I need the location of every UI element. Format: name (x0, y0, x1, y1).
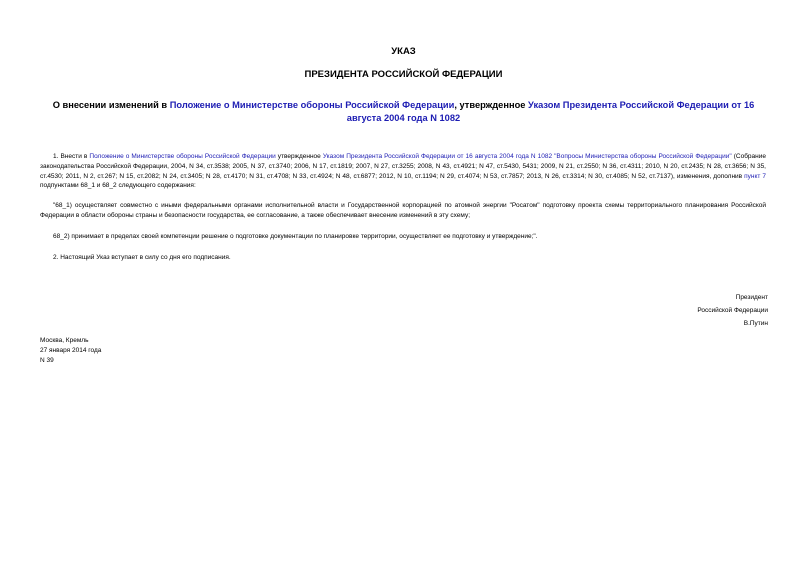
place-date-block (40, 336, 101, 367)
signature-position: Президент (735, 294, 768, 301)
paragraph-4: 2. Настоящий Указ вступает в силу со дня его подписания. (53, 254, 231, 261)
p1-link-decree[interactable]: Указом Президента Российской Федерации от 16 августа 2004 года N 1082 "Вопросы Министерства обороны Российской Федерации" (322, 153, 732, 160)
document-title: УКАЗ (391, 46, 416, 57)
subject-text-mid: , утвержденное (454, 100, 529, 110)
subject-link-decree[interactable]: Указом Президента Российской Федерации от 16 августа 2004 года N 1082 (346, 100, 755, 123)
p1-text-pre: 1. Внести в (53, 153, 90, 160)
p1-text-post: подпунктами 68_1 и 68_2 следующего содержания: (40, 182, 196, 190)
subject-link-regulation[interactable]: Положение о Министерстве обороны Российской Федерации (169, 100, 455, 110)
signature-block (697, 292, 768, 330)
place-date: 27 января 2014 года (40, 347, 102, 355)
document-subject (40, 99, 767, 124)
signature-country: Российской Федерации (697, 306, 768, 314)
subject-text-pre: О внесении изменений в (52, 100, 170, 110)
document-issuer: ПРЕЗИДЕНТА РОССИЙСКОЙ ФЕДЕРАЦИИ (304, 69, 503, 80)
paragraph-1 (40, 152, 766, 191)
place-number: N 39 (40, 357, 54, 365)
signature-name: В.Путин (743, 319, 768, 327)
p1-link-regulation[interactable]: Положение о Министерстве обороны Российской Федерации (89, 153, 276, 160)
paragraph-2: "68_1) осуществляет совместно с иными федеральными органами исполнительной власти и Государственной корпорацией по атомной энергии "Росатом" подготовку проекта схемы территориального планирования Российской Федерации в области обороны страны и безопасности государства, ее согласование, а также обеспечивает внесение изменений в эту схему; (40, 202, 766, 219)
p1-link-item7[interactable]: пункт 7 (744, 172, 766, 180)
paragraph-3: 68_2) принимает в пределах своей компетенции решение о подготовке документации по планировке территории, осуществляет ее подготовку и утверждение;". (53, 233, 538, 240)
p1-text-mid1: утвержденное (275, 153, 323, 160)
p1-text-mid2: (Собрание законодательства Российской Федерации, 2004, N 34, ст.3538; 2005, N 37, ст.3740; 2006, N 17, ст.1819; 2007, N 27, ст.3255; 2008, N 43, ст.4921; N 47, ст.5430, 5431; 2009, N 21, ст.2550; N 36, ст.4311; 2010, N 20, ст.2435; N 28, ст.3656; N 35, ст.4530; 2011, N 2, ст.267; N 15, ст.2082; N 24, ст.3405; N 28, ст.4170; N 31, ст.4708; N 33, ст.4924; N 48, ст.6877; 2012, N 10, ст.1194; N 29, ст.4074; N 53, ст.7857; 2013, N 26, ст.3314; N 30, ст.4085; N 52, ст.7137), изменения, дополнив (40, 153, 766, 180)
place-city: Москва, Кремль (40, 337, 89, 344)
